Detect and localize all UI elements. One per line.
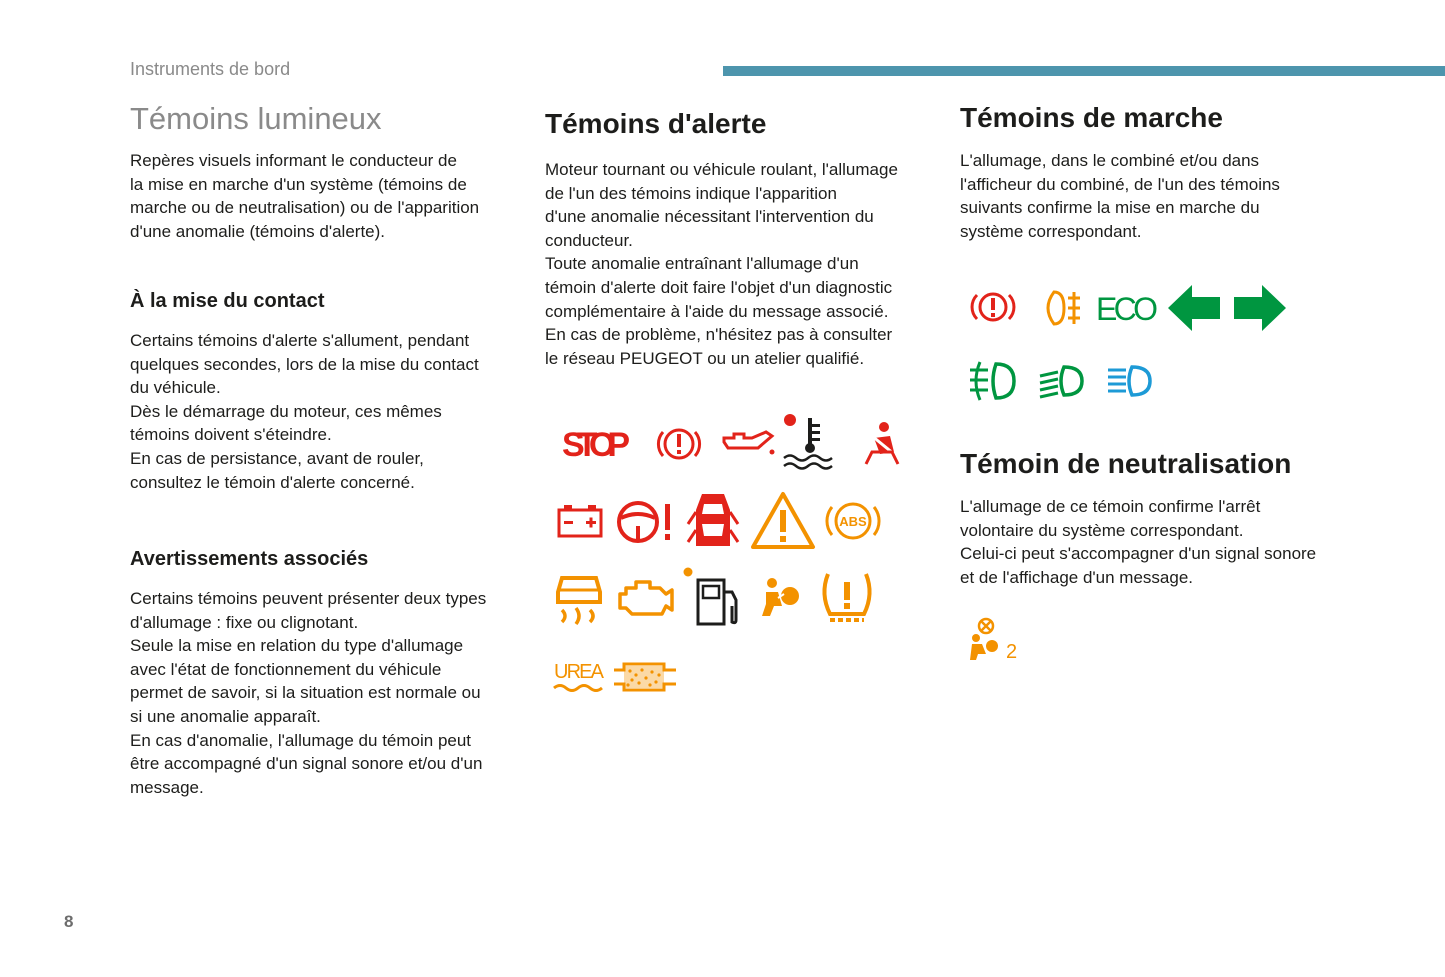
warnings-paragraph: Certains témoins peuvent présenter deux types d'allumage : fixe ou clignotant. Seule la mise en relation du type d'allumage avec l'état de fonctionnement du véhicule permet de savoir, si la situation est normale ou si une anomalie apparaît. En cas d'anomalie, l'allumage du témoin peut être accompagné d'un signal sonore et/ou d'un message. [130, 589, 487, 797]
marche-paragraph: L'allumage, dans le combiné et/ou dans l'afficheur du combiné, de l'un des témoins suivants confirme la mise en marche du système correspondant. [960, 151, 1280, 241]
title-temoins-alerte: Témoins d'alerte [545, 108, 767, 139]
rear-fog-lamp-icon [1040, 288, 1084, 328]
particle-filter-icon [612, 660, 678, 694]
oil-pressure-icon [718, 428, 776, 460]
fuel-reserve-icon [682, 566, 746, 628]
dipped-beam-icon [1036, 364, 1086, 398]
neutralisation-paragraph: L'allumage de ce témoin confirme l'arrêt volontaire du système correspondant. Celui-ci peut s'accompagner d'un signal sonore et de l'affichage d'un message. [960, 497, 1317, 587]
engine-check-icon [616, 576, 678, 620]
eco-icon [1094, 290, 1160, 326]
svg-text:2: 2 [1006, 641, 1018, 663]
brake-warning-icon [655, 422, 703, 466]
left-turn-signal-icon [1166, 283, 1222, 333]
title-temoin-neutralisation: Témoin de neutralisation [960, 448, 1292, 479]
power-steering-icon [614, 496, 676, 548]
front-fog-lamp-icon [966, 360, 1018, 402]
stop-icon [560, 424, 632, 464]
seatbelt-icon [860, 420, 904, 468]
passenger-airbag-off-icon [966, 616, 1022, 662]
intro-paragraph: Repères visuels informant le conducteur de la mise en marche d'un système (témoins de marche ou de neutralisation) ou de l'apparition d'une anomalie (témoins d'alerte). [130, 151, 480, 241]
abs-icon [824, 496, 882, 546]
door-open-icon [686, 490, 740, 552]
title-temoins-marche: Témoins de marche [960, 102, 1223, 133]
page-number: 8 [64, 912, 74, 931]
contact-paragraph: Certains témoins d'alerte s'allument, pendant quelques secondes, lors de la mise du contact du véhicule. Dès le démarrage du moteur, ces mêmes témoins doivent s'éteindre. En cas de persistance, avant de rouler, consultez le témoin d'alerte concerné. [130, 331, 479, 492]
heading-mise-du-contact: À la mise du contact [130, 290, 325, 312]
header-accent-bar [723, 66, 1445, 76]
general-warning-icon [750, 490, 816, 550]
section-title: Instruments de bord [130, 59, 291, 79]
alert-paragraph: Moteur tournant ou véhicule roulant, l'allumage de l'un des témoins indique l'apparition d'une anomalie nécessitant l'intervention du conducteur. Toute anomalie entraînant l'allumage d'un témoin d'alerte doit faire l'objet d'un diagnostic complémentaire à l'aide du message associé. En cas de problème, n'hésitez pas à consulter le réseau PEUGEOT ou un atelier qualifié. [545, 160, 898, 368]
battery-icon [556, 502, 604, 538]
right-turn-signal-icon [1232, 283, 1288, 333]
parking-brake-icon [968, 286, 1018, 328]
tyre-pressure-icon [818, 568, 876, 626]
main-beam-icon [1104, 364, 1154, 398]
title-temoins-lumineux: Témoins lumineux [130, 101, 382, 136]
coolant-temperature-icon [780, 412, 842, 470]
svg-text:ECO: ECO [1096, 291, 1158, 327]
traction-control-icon [554, 572, 604, 626]
urea-icon [552, 658, 608, 694]
svg-text:UREA: UREA [554, 661, 604, 683]
svg-text:ABS: ABS [839, 514, 867, 529]
heading-avertissements: Avertissements associés [130, 548, 369, 570]
airbag-icon [758, 576, 804, 618]
svg-text:STOP: STOP [562, 426, 630, 464]
